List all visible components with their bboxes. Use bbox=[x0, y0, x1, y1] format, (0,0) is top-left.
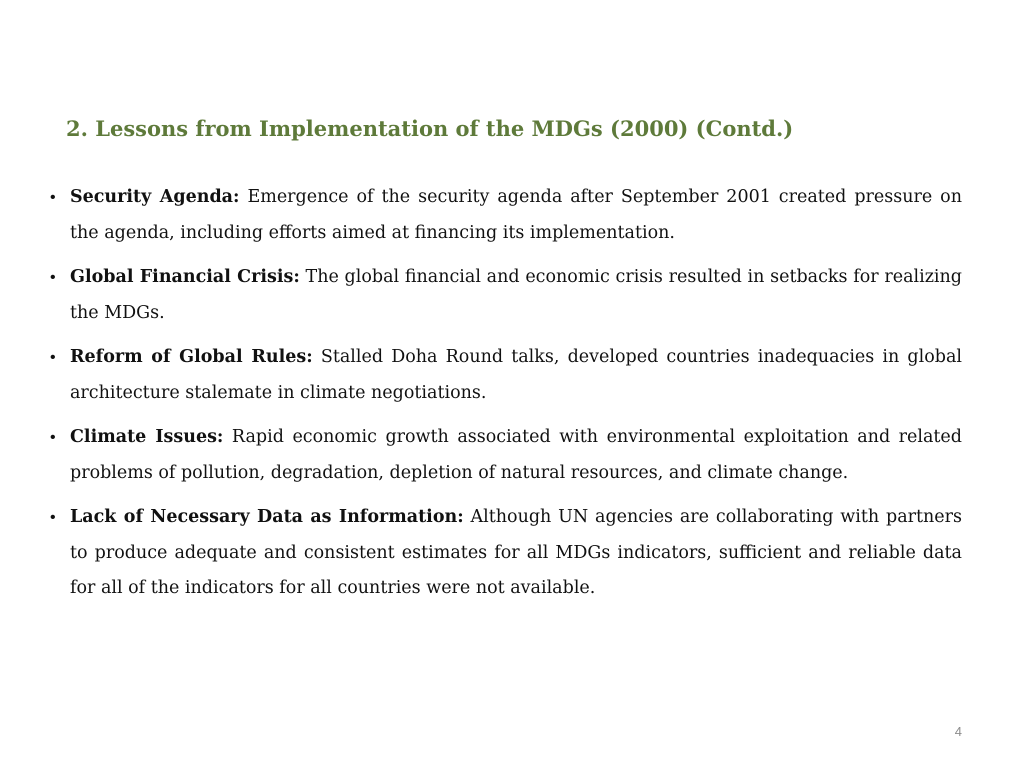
bullet-item bbox=[50, 500, 962, 607]
bullet-term: Lack of Necessary Data as Information: bbox=[70, 507, 464, 527]
bullet-text: Stalled Doha Round talks, developed countries inadequacies in global architecture stalemate in climate negotiations. bbox=[70, 347, 962, 403]
bullet-dot-icon: • bbox=[50, 269, 56, 286]
bullet-term: Security Agenda: bbox=[70, 187, 240, 207]
bullet-term: Global Financial Crisis: bbox=[70, 267, 300, 287]
bullet-text: Although UN agencies are collaborating with partners to produce adequate and consistent estimates for all MDGs indicators, sufficient and reliable data for all of the indicators for all countries were not available. bbox=[70, 507, 962, 598]
bullet-dot-icon: • bbox=[50, 189, 56, 206]
bullet-item bbox=[50, 260, 962, 331]
bullet-dot-icon: • bbox=[50, 509, 56, 526]
bullet-list bbox=[50, 180, 962, 616]
bullet-text: Emergence of the security agenda after September 2001 created pressure on the agenda, including efforts aimed at financing its implementation. bbox=[70, 187, 962, 243]
bullet-term: Reform of Global Rules: bbox=[70, 347, 313, 367]
bullet-term: Climate Issues: bbox=[70, 427, 224, 447]
bullet-text: The global financial and economic crisis resulted in setbacks for realizing the MDGs. bbox=[70, 267, 962, 323]
slide-title: 2. Lessons from Implementation of the MDGs (2000) (Contd.) bbox=[66, 116, 794, 141]
bullet-item bbox=[50, 180, 962, 251]
bullet-text: Rapid economic growth associated with environmental exploitation and related problems of pollution, degradation, depletion of natural resources, and climate change. bbox=[70, 427, 962, 483]
bullet-dot-icon: • bbox=[50, 429, 56, 446]
bullet-item bbox=[50, 420, 962, 491]
bullet-dot-icon: • bbox=[50, 349, 56, 366]
page-number: 4 bbox=[954, 724, 962, 739]
bullet-item bbox=[50, 340, 962, 411]
